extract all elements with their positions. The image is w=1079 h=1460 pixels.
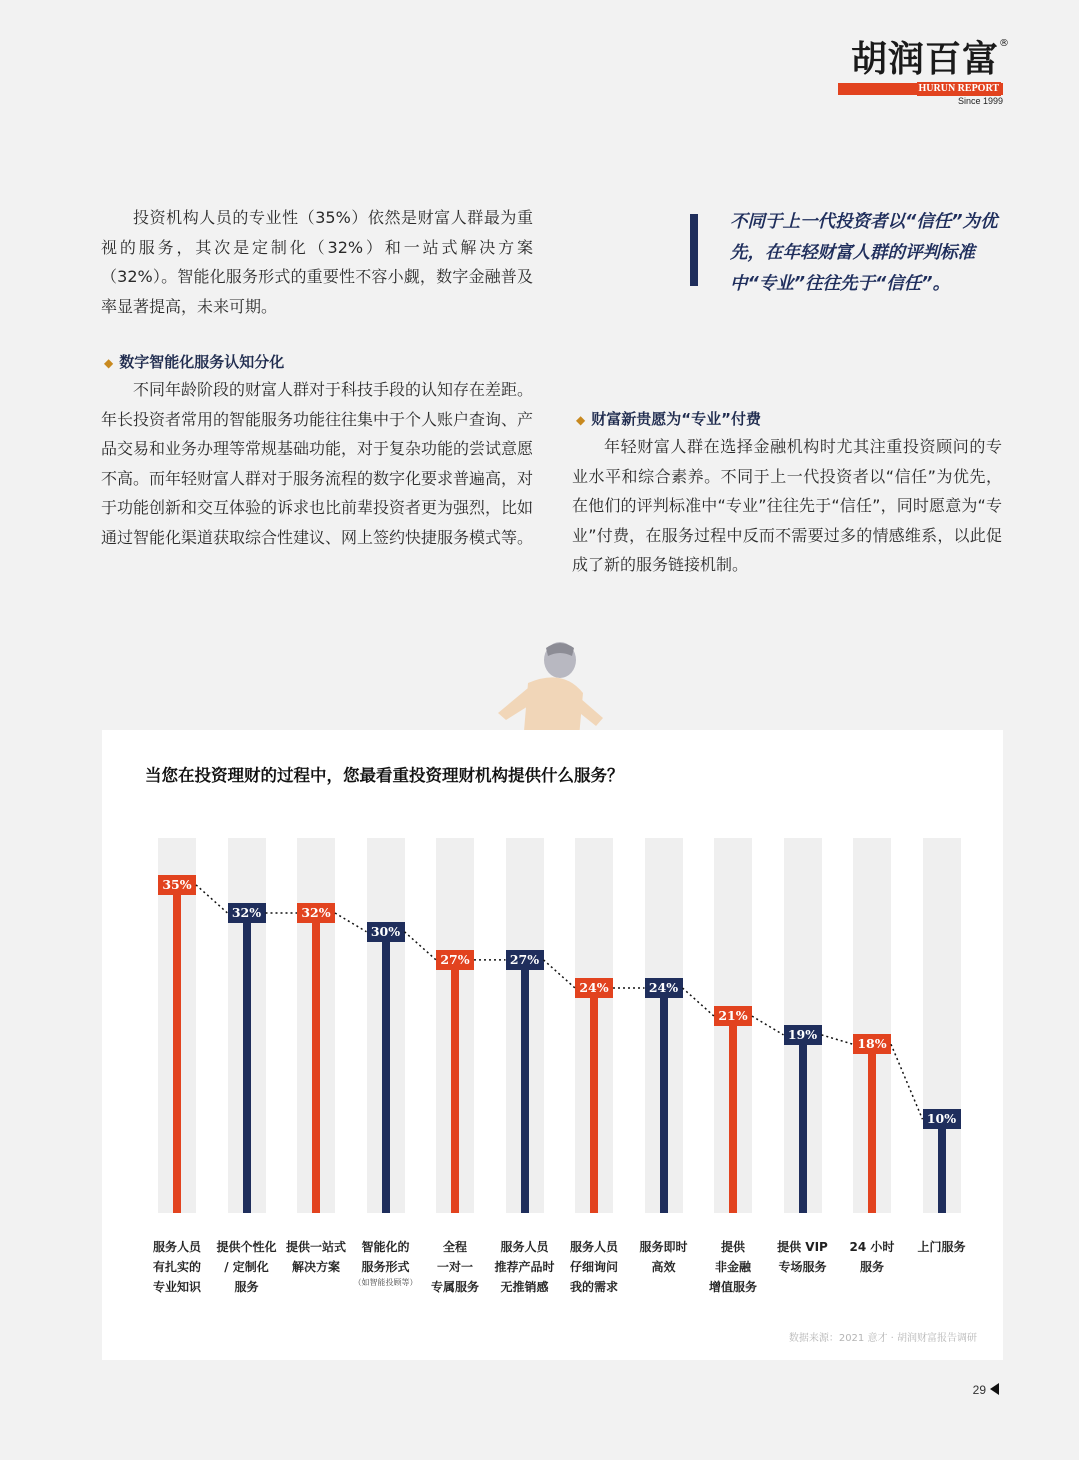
category-label (693, 1237, 773, 1297)
bar-value-label: 32% (297, 903, 335, 923)
category-label (554, 1237, 634, 1297)
category-label-line: 服务人员 (152, 1240, 201, 1254)
category-label-line: 专业知识 (152, 1280, 201, 1294)
bar (660, 988, 668, 1213)
section-heading-text: 数字智能化服务认知分化 (119, 353, 285, 371)
category-label-line: 服务 (859, 1260, 884, 1274)
section-heading-text: 财富新贵愿为“专业”付费 (591, 410, 761, 428)
page-number-text: 29 (972, 1383, 986, 1397)
bar (382, 932, 390, 1213)
registered-mark: ® (999, 38, 1009, 49)
bar (521, 960, 529, 1213)
category-label (832, 1237, 912, 1277)
logo-chinese: 胡润百富 (850, 39, 999, 80)
bar-value-label: 21% (714, 1006, 752, 1026)
category-label-line: 提供 (720, 1240, 745, 1254)
category-label-line: 服务人员 (500, 1240, 549, 1254)
data-source: 数据来源：2021 意才 · 胡润财富报告调研 (788, 1333, 977, 1344)
section-heading-professional (576, 408, 761, 431)
logo-english: HURUN REPORT (918, 83, 999, 94)
bar-value-label: 32% (228, 903, 266, 923)
bar (590, 988, 598, 1213)
category-label-line: 推荐产品时 (494, 1260, 555, 1274)
category-label-line: 提供一站式 (285, 1240, 346, 1254)
bar (243, 913, 251, 1213)
category-label-line: 非金融 (714, 1260, 751, 1274)
category-label-line: 仔细询问 (569, 1260, 618, 1274)
hurun-logo (833, 38, 1009, 106)
category-label (276, 1237, 356, 1277)
bar-value-label: 27% (436, 950, 474, 970)
diamond-bullet-icon: ◆ (576, 413, 586, 427)
digital-paragraph: 不同年龄阶段的财富人群对于科技手段的认知存在差距。年长投资者常用的智能服务功能往往集中于个人账户查询、产品交易和业务办理等常规基础功能，对于复杂功能的尝试意愿不高。而年轻财富人群对于服务流程的数字化要求普遍高，对于功能创新和交互体验的诉求也比前辈投资者更为强烈，比如通过智能化渠道获取综合性建议、网上签约快捷服务模式等。 (101, 380, 534, 547)
category-label (207, 1237, 287, 1297)
bar (173, 885, 181, 1213)
category-label (415, 1237, 495, 1297)
diamond-bullet-icon: ◆ (104, 356, 114, 370)
category-label-line: 提供个性化 (216, 1240, 277, 1254)
category-label-line: 专场服务 (778, 1260, 827, 1274)
bar-value-label: 24% (645, 978, 683, 998)
page-arrow-icon (990, 1383, 999, 1395)
category-label-line: 增值服务 (708, 1280, 757, 1294)
bar (312, 913, 320, 1213)
category-label-line: 服务形式 (361, 1260, 410, 1274)
category-label-line: 服务即时 (639, 1240, 688, 1254)
bar-value-label: 35% (158, 875, 196, 895)
intro-paragraph: 投资机构人员的专业性（35%）依然是财富人群最为重视的服务，其次是定制化（32%）和一站式解决方案（32%）。智能化服务形式的重要性不容小觑，数字金融普及率显著提高，未来可期。 (101, 208, 533, 316)
category-label (763, 1237, 843, 1277)
category-label-line: 提供 VIP (777, 1240, 828, 1254)
category-label-line: 专属服务 (430, 1280, 479, 1294)
bar-value-label: 10% (923, 1109, 961, 1129)
bar-value-label: 18% (853, 1034, 891, 1054)
category-label-line: 24 小时 (849, 1240, 895, 1254)
bar (868, 1044, 876, 1213)
quote-bar (690, 214, 698, 286)
category-label-line: 解决方案 (291, 1260, 340, 1274)
category-label-line: 服务 (234, 1280, 259, 1294)
bar (451, 960, 459, 1213)
category-label-line: 无推销感 (500, 1280, 549, 1294)
chart-title: 当您在投资理财的过程中，您最看重投资理财机构提供什么服务？ (145, 766, 624, 785)
professional-paragraph: 年轻财富人群在选择金融机构时尤其注重投资顾问的专业水平和综合素养。不同于上一代投资者以“信任”为优先，在他们的评判标准中“专业”往往先于“信任”，同时愿意为“专业”付费，在服务过程中反而不需要过多的情感维系，以此促成了新的服务链接机制。 (572, 437, 1002, 574)
category-label (485, 1237, 565, 1297)
category-label (346, 1237, 426, 1289)
section-heading-digital (104, 351, 284, 374)
category-label-line: 服务人员 (569, 1240, 618, 1254)
bar-value-label: 19% (784, 1025, 822, 1045)
category-label-line: 高效 (651, 1260, 676, 1274)
category-label (902, 1237, 982, 1257)
bar (729, 1016, 737, 1213)
bar-value-label: 30% (367, 922, 405, 942)
category-label-line: 一对一 (436, 1260, 473, 1274)
bar-value-label: 24% (575, 978, 613, 998)
category-label-line: 我的需求 (569, 1280, 618, 1294)
category-note: （如智能投顾等） (353, 1278, 418, 1287)
category-label-line: 智能化的 (361, 1240, 410, 1254)
bar-value-label: 27% (506, 950, 544, 970)
page-number (973, 1383, 999, 1397)
bar (938, 1119, 946, 1213)
category-label-line: 上门服务 (917, 1240, 966, 1254)
category-label (624, 1237, 704, 1277)
pull-quote: 不同于上一代投资者以“信任”为优先，在年轻财富人群的评判标准中“专业”往往先于“信任”。 (730, 212, 998, 294)
category-label-line: 有扎实的 (152, 1260, 201, 1274)
category-label-line: / 定制化 (224, 1260, 269, 1274)
category-label (137, 1237, 217, 1297)
logo-since: Since 1999 (957, 96, 1003, 106)
bar (799, 1035, 807, 1213)
category-label-line: 全程 (442, 1240, 467, 1254)
